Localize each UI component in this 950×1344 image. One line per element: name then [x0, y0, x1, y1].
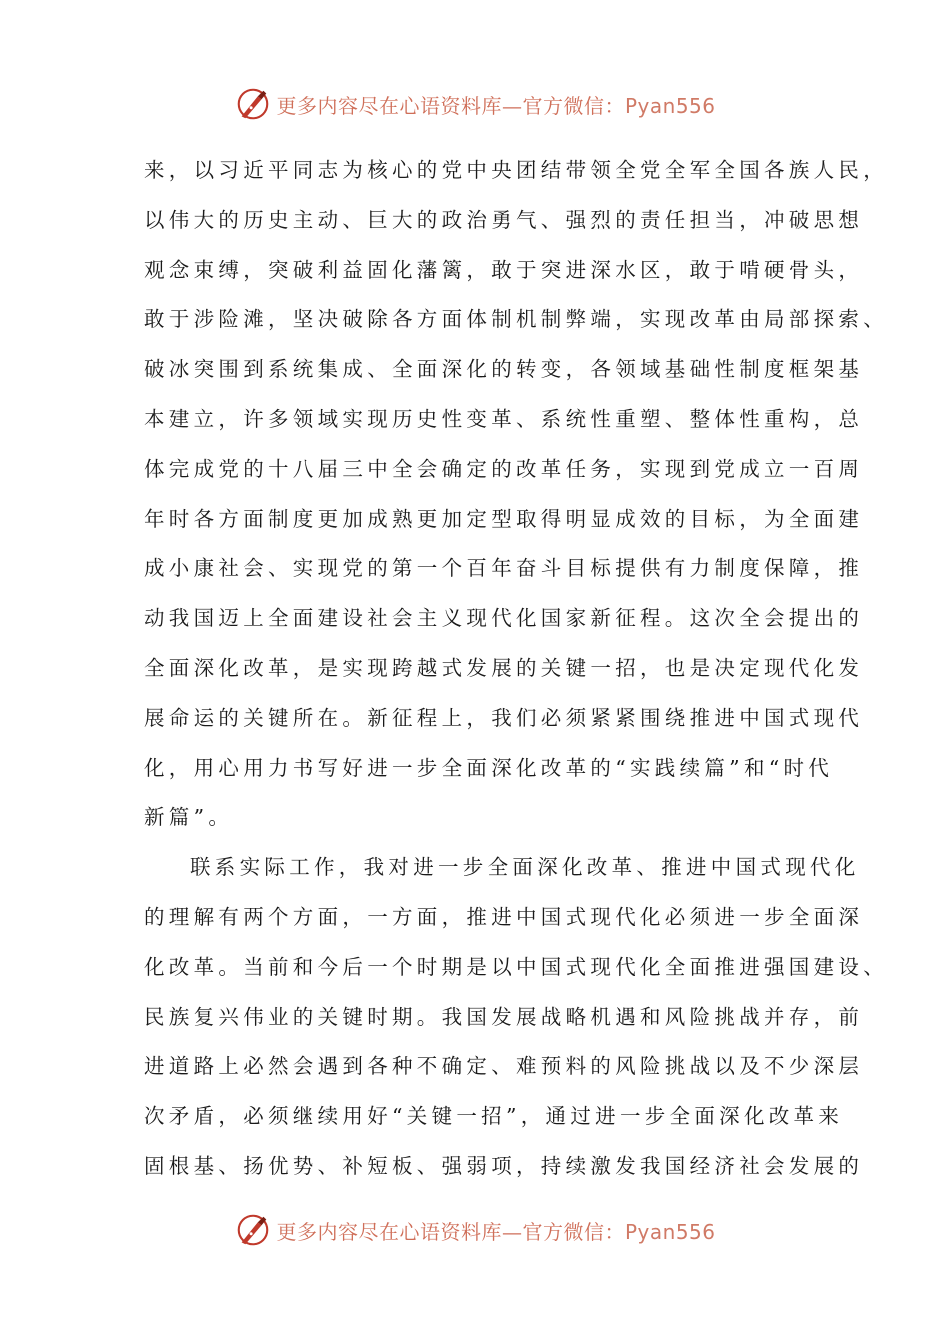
watermark-separator: — — [501, 93, 523, 118]
header-watermark — [0, 82, 950, 126]
watermark-separator: — — [501, 1219, 523, 1244]
text-line: 体完成党的十八届三中全会确定的改革任务，实现到党成立一百周 — [144, 456, 864, 481]
text-line: 成小康社会、实现党的第一个百年奋斗目标提供有力制度保障，推 — [144, 556, 864, 581]
text-line: 观念束缚，突破利益固化藩篱，敢于突进深水区，敢于啃硬骨头， — [144, 257, 864, 282]
text-line: 全面深化改革，是实现跨越式发展的关键一招，也是决定现代化发 — [144, 655, 864, 680]
text-line: 以伟大的历史主动、巨大的政治勇气、强烈的责任担当，冲破思想 — [144, 207, 864, 232]
text-line: 展命运的关键所在。新征程上，我们必须紧紧围绕推进中国式现代 — [144, 705, 864, 730]
footer-watermark — [0, 1208, 950, 1252]
text-line: 敢于涉险滩，坚决破除各方面体制机制弊端，实现改革由局部探索、 — [144, 307, 888, 332]
wechat-label: 官方微信： — [522, 93, 625, 118]
text-line: 民族复兴伟业的关键时期。我国发展战略机遇和风险挑战并存，前 — [144, 1004, 864, 1029]
paragraph-start-line: 联系实际工作，我对进一步全面深化改革、推进中国式现代化 — [190, 855, 860, 880]
watermark-text: 更多内容尽在心语资料库 — [276, 93, 502, 118]
text-line: 次矛盾，必须继续用好“关键一招”，通过进一步全面深化改革来 — [144, 1104, 844, 1129]
text-line: 年时各方面制度更加成熟更加定型取得明显成效的目标，为全面建 — [144, 506, 864, 531]
wechat-id: Pyan556 — [624, 93, 716, 118]
text-line: 化改革。当前和今后一个时期是以中国式现代化全面推进强国建设、 — [144, 954, 888, 979]
text-line: 化，用心用力书写好进一步全面深化改革的“实践续篇”和“时代 — [144, 755, 834, 780]
pen-nib-seal-icon — [234, 85, 272, 123]
text-line: 破冰突围到系统集成、全面深化的转变，各领域基础性制度框架基 — [144, 357, 864, 382]
text-line: 动我国迈上全面建设社会主义现代化国家新征程。这次全会提出的 — [144, 606, 864, 631]
text-line: 本建立，许多领域实现历史性变革、系统性重塑、整体性重构，总 — [144, 406, 864, 431]
watermark-text: 更多内容尽在心语资料库 — [276, 1219, 502, 1244]
text-line: 进道路上必然会遇到各种不确定、难预料的风险挑战以及不少深层 — [144, 1054, 864, 1079]
wechat-id: Pyan556 — [624, 1219, 716, 1244]
text-line: 新篇”。 — [144, 805, 234, 830]
document-body — [144, 146, 888, 1192]
text-line: 的理解有两个方面，一方面，推进中国式现代化必须进一步全面深 — [144, 904, 864, 929]
wechat-label: 官方微信： — [522, 1219, 625, 1244]
pen-nib-seal-icon — [234, 1211, 272, 1249]
text-line: 固根基、扬优势、补短板、强弱项，持续激发我国经济社会发展的 — [144, 1153, 864, 1178]
text-line: 来，以习近平同志为核心的党中央团结带领全党全军全国各族人民， — [144, 158, 888, 182]
